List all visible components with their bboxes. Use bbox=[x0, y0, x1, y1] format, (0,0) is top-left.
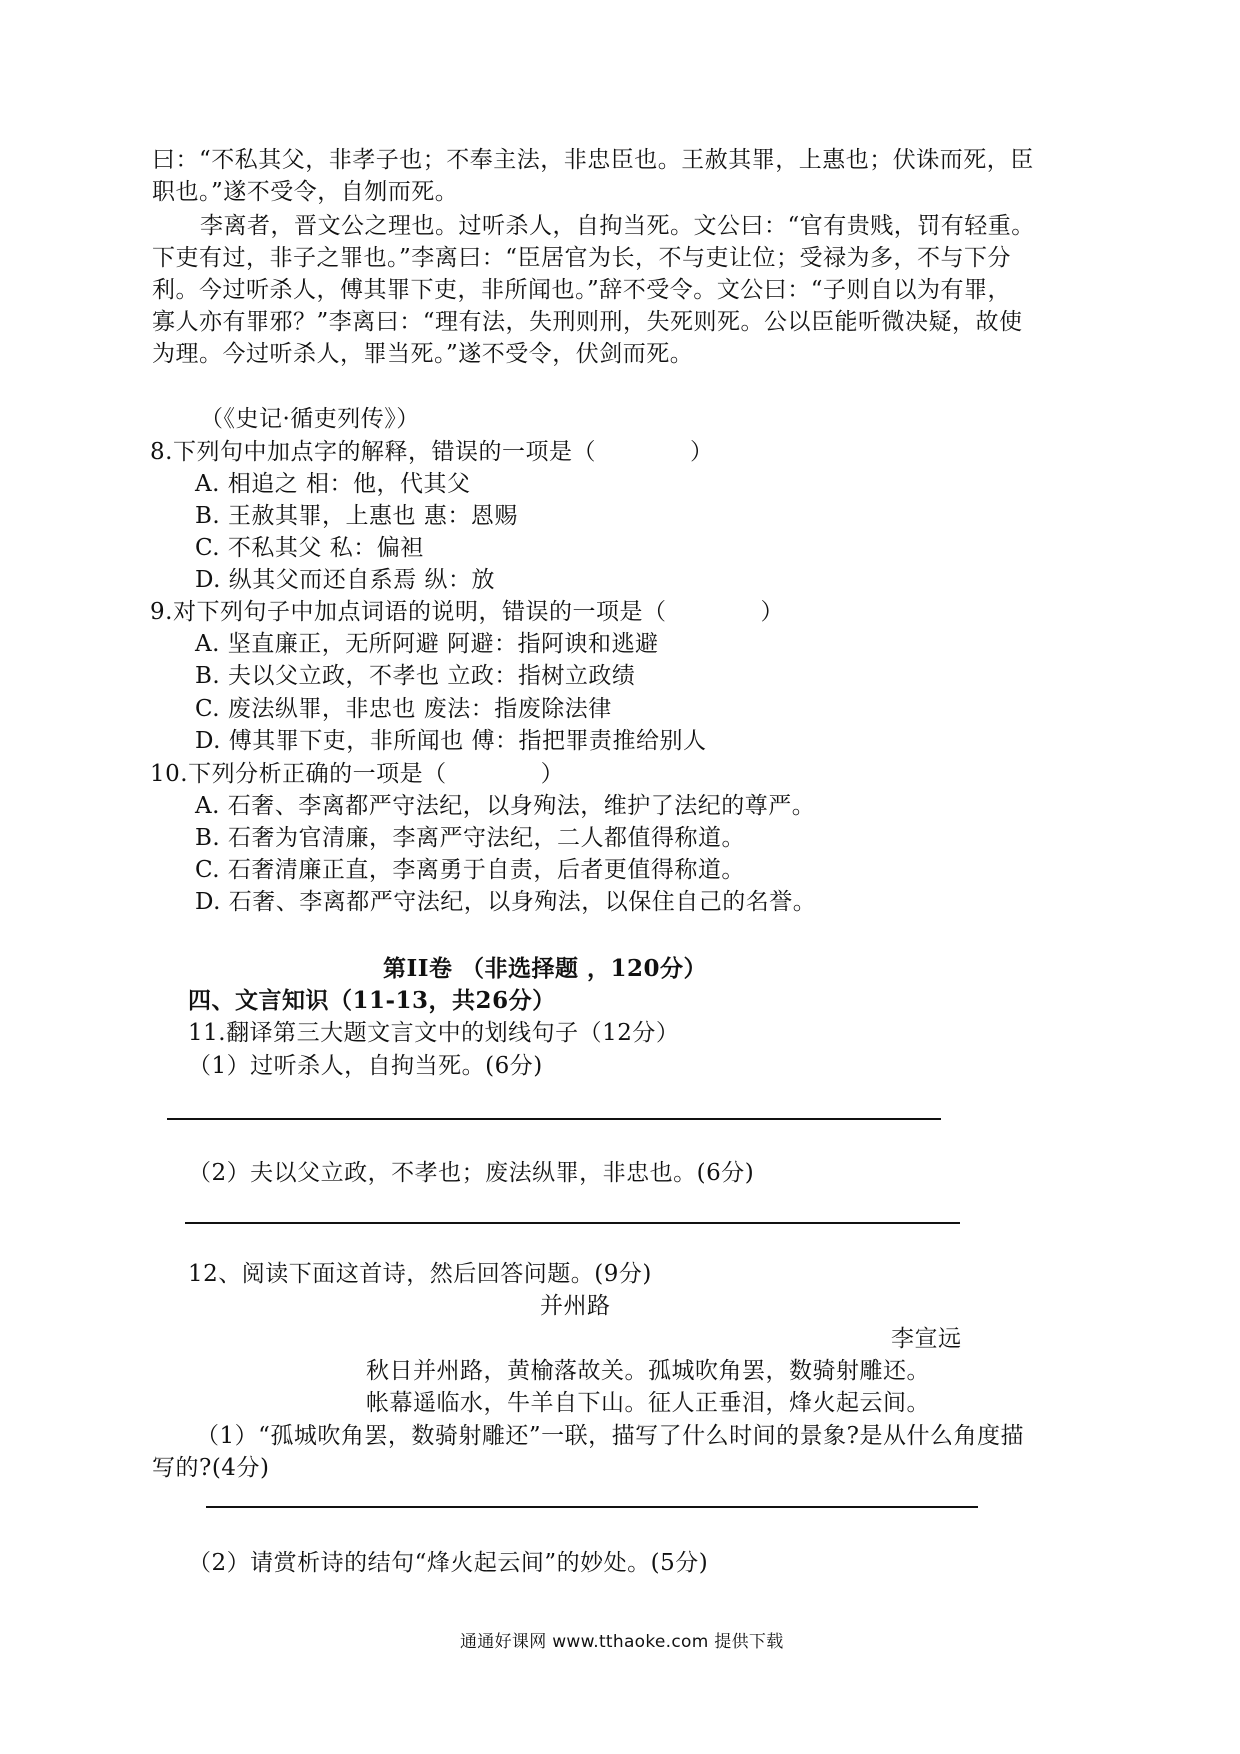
poem-line: 帐幕遥临水，牛羊自下山。征人正垂泪，烽火起云间。 bbox=[366, 1390, 930, 1416]
answer-line bbox=[167, 1118, 941, 1120]
question-9-option: D. 傅其罪下吏，非所闻也 傅：指把罪责推给别人 bbox=[195, 728, 707, 754]
passage-line: 职也。”遂不受令，自刎而死。 bbox=[152, 179, 459, 205]
question-8-stem: 8.下列句中加点字的解释，错误的一项是（ ） bbox=[150, 439, 714, 465]
passage-line: 寡人亦有罪邪？”李离曰：“理有法，失刑则刑，失死则死。公以臣能听微决疑，故使 bbox=[152, 309, 1023, 335]
passage-line: 李离者，晋文公之理也。过听杀人，自拘当死。文公曰：“官有贵贱，罚有轻重。 bbox=[200, 213, 1035, 239]
question-12-sub1: （1）“孤城吹角罢，数骑射雕还”一联，描写了什么时间的景象?是从什么角度描 bbox=[196, 1423, 1024, 1449]
question-10-stem: 10.下列分析正确的一项是（ ） bbox=[150, 761, 565, 787]
section-title: 第II卷 （非选择题 ，120分） bbox=[383, 955, 708, 982]
passage-line: 为理。今过听杀人，罪当死。”遂不受令，伏剑而死。 bbox=[152, 341, 694, 367]
question-10-option: B. 石奢为官清廉，李离严守法纪，二人都值得称道。 bbox=[195, 825, 746, 851]
passage-line: 下吏有过，非子之罪也。”李离曰：“臣居官为长，不与吏让位；受禄为多，不与下分 bbox=[152, 245, 1012, 271]
question-8-option: A. 相追之 相：他，代其父 bbox=[195, 471, 471, 497]
question-11-stem: 11.翻译第三大题文言文中的划线句子（12分） bbox=[188, 1020, 680, 1046]
question-10-option: C. 石奢清廉正直，李离勇于自责，后者更值得称道。 bbox=[195, 857, 745, 883]
passage-source: （《史记·循吏列传》） bbox=[200, 406, 420, 432]
question-8-option: D. 纵其父而还自系焉 纵：放 bbox=[195, 567, 496, 593]
poem-author: 李宣远 bbox=[891, 1326, 962, 1352]
poem-title: 并州路 bbox=[540, 1293, 611, 1319]
footer-text: 通通好课网 www.tthaoke.com 提供下载 bbox=[460, 1632, 784, 1652]
part-heading: 四、文言知识（11-13，共26分） bbox=[188, 987, 556, 1014]
question-12-sub2: （2）请赏析诗的结句“烽火起云间”的妙处。(5分) bbox=[188, 1550, 709, 1576]
question-12-sub1-cont: 写的?(4分) bbox=[152, 1455, 270, 1481]
question-9-stem: 9.对下列句子中加点词语的说明，错误的一项是（ ） bbox=[150, 599, 784, 625]
question-8-option: C. 不私其父 私：偏袒 bbox=[195, 535, 424, 561]
question-9-option: A. 坚直廉正，无所阿避 阿避：指阿谀和逃避 bbox=[195, 631, 659, 657]
answer-line bbox=[206, 1506, 978, 1508]
question-12-stem: 12、阅读下面这首诗，然后回答问题。(9分) bbox=[188, 1261, 652, 1287]
answer-line bbox=[185, 1222, 960, 1224]
passage-line: 利。今过听杀人，傅其罪下吏，非所闻也。”辞不受令。文公曰：“子则自以为有罪， bbox=[152, 277, 1012, 303]
question-11-sub2: （2）夫以父立政，不孝也；废法纵罪，非忠也。(6分) bbox=[188, 1160, 755, 1186]
question-10-option: D. 石奢、李离都严守法纪，以身殉法，以保住自己的名誉。 bbox=[195, 889, 817, 915]
question-9-option: B. 夫以父立政，不孝也 立政：指树立政绩 bbox=[195, 663, 636, 689]
question-9-option: C. 废法纵罪，非忠也 废法：指废除法律 bbox=[195, 696, 612, 722]
question-8-option: B. 王赦其罪，上惠也 惠：恩赐 bbox=[195, 503, 518, 529]
question-10-option: A. 石奢、李离都严守法纪，以身殉法，维护了法纪的尊严。 bbox=[195, 793, 816, 819]
question-11-sub1: （1）过听杀人，自拘当死。(6分) bbox=[188, 1053, 543, 1079]
poem-line: 秋日并州路，黄榆落故关。孤城吹角罢，数骑射雕还。 bbox=[366, 1358, 930, 1384]
passage-line: 曰：“不私其父，非孝子也；不奉主法，非忠臣也。王赦其罪，上惠也；伏诛而死，臣 bbox=[152, 147, 1034, 173]
